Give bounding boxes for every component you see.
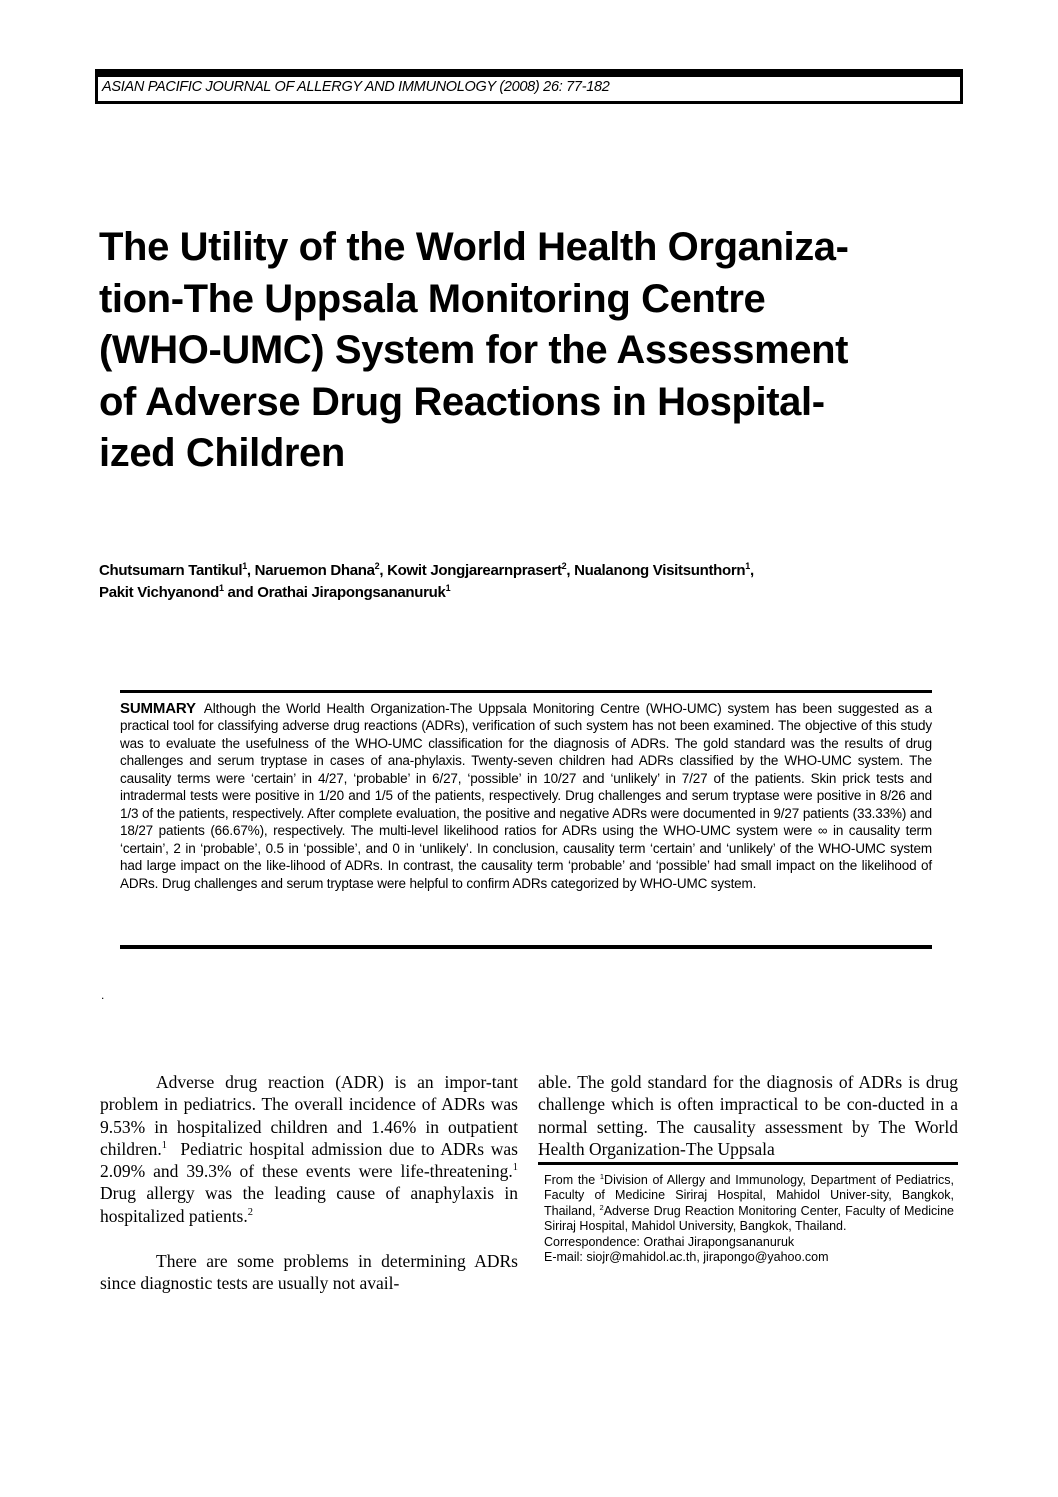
summary-bottom-rule xyxy=(120,945,932,949)
author-separator: , xyxy=(246,562,255,579)
title-line: ized Children xyxy=(99,431,345,475)
affiliation-2: Adverse Drug Reaction Monitoring Center, Faculty of Medicine Siriraj Hospital, Mahidol University, Bangkok, Thailand. xyxy=(544,1203,954,1234)
author-affiliation-mark: 1 xyxy=(218,583,224,593)
author-affiliation-mark: 1 xyxy=(745,561,751,571)
title-line: The Utility of the World Health Organiza- xyxy=(99,225,849,269)
affiliation-footnote xyxy=(544,1173,954,1265)
email-link[interactable]: E-mail: siojr@mahidol.ac.th, jirapongo@yahoo.com xyxy=(544,1250,829,1265)
title-line: tion-The Uppsala Monitoring Centre xyxy=(99,276,766,321)
body-paragraph: able. The gold standard for the diagnosis of ADRs is drug challenge which is often impractical to be con-ducted in a normal setting. The causality assessment by The World Health Organization-The Uppsala xyxy=(538,1072,958,1159)
summary-abstract xyxy=(120,700,932,892)
author-separator: and xyxy=(223,584,258,601)
author-name: Naruemon Dhana xyxy=(254,562,375,579)
body-paragraph: There are some problems in determining ADRs since diagnostic tests are usually not avail- xyxy=(100,1251,518,1294)
body-paragraph xyxy=(100,1071,527,1227)
summary-top-rule xyxy=(120,690,932,693)
reference-mark: 1 xyxy=(161,1140,167,1152)
journal-header-box xyxy=(95,69,963,104)
title-line: (WHO-UMC) System for the Assessment xyxy=(99,328,849,372)
stray-dot: . xyxy=(101,988,105,1002)
author-separator: , xyxy=(379,562,388,579)
body-column-left xyxy=(100,1071,527,1295)
author-name: Orathai Jirapongsananuruk xyxy=(257,584,446,601)
author-affiliation-mark: 1 xyxy=(242,561,247,571)
author-separator: , xyxy=(750,562,754,579)
affiliation-mark: 2 xyxy=(599,1202,604,1212)
body-text: Drug allergy was the leading cause of anaphylaxis in hospitalized patients. xyxy=(100,1161,527,1226)
reference-mark: 2 xyxy=(247,1206,253,1218)
reference-mark: 1 xyxy=(512,1162,518,1174)
affiliation-text xyxy=(544,1173,954,1235)
author-line xyxy=(99,560,959,582)
author-separator: , xyxy=(566,562,575,579)
body-text: Adverse drug reaction (ADR) is an impor-tant problem in pediatrics. The overall incidence of ADRs was 9.53% in hospitalized children and 1.46% in outpatient children. xyxy=(100,1072,518,1159)
article-title xyxy=(99,222,979,480)
summary-label: SUMMARY xyxy=(120,700,196,717)
summary-text: Although the World Health Organization-The Uppsala Monitoring Centre (WHO-UMC) system has been suggested as a practical tool for classifying adverse drug reactions (ADRs), verification of such system has not been examined. The objective of this study was to evaluate the usefulness of the WHO-UMC classification for the diagnosis of ADRs. The gold standard was the results of drug challenges and serum tryptase in cases of ana-phylaxis. Twenty-seven children had ADRs classified by the WHO-UMC system. The causality terms were ‘certain’ in 4/27, ‘probable’ in 6/27, ‘possible’ in 10/27 and ‘unlikely’ in 7/27 of the patients. Skin prick tests and intradermal tests were positive in 1/20 and 1/5 of the patients, respectively. Drug challenges and serum tryptase were positive in 8/26 and 1/3 of the patients, respectively. After complete evaluation, the positive and negative ADRs were documented in 9/27 patients (33.33%) and 18/27 patients (66.67%), respectively. The multi-level likelihood ratios for ADRs using the WHO-UMC system were ∞ in causality term ‘certain’, 2 in ‘probable’, 0.5 in ‘possible’, and 0 in ‘unlikely’. In conclusion, causality term ‘certain’ and ‘unlikely’ of the WHO-UMC system had large impact on the like-lihood of ADRs. In contrast, the causality term ‘probable’ and ‘possible’ had small impact on the likelihood of ADRs. Drug challenges and serum tryptase were helpful to confirm ADRs categorized by WHO-UMC system. xyxy=(120,701,932,891)
journal-citation: ASIAN PACIFIC JOURNAL OF ALLERGY AND IMMUNOLOGY (2008) 26: 77-182 xyxy=(102,79,610,95)
author-affiliation-mark: 2 xyxy=(561,561,567,571)
title-line: of Adverse Drug Reactions in Hospital- xyxy=(99,379,825,424)
affiliation-from: From the xyxy=(544,1173,600,1187)
author-name: Kowit Jongjarearnprasert xyxy=(387,562,562,579)
affiliation-mark: 1 xyxy=(599,1171,605,1181)
author-name: Nualanong Visitsunthorn xyxy=(574,562,746,579)
author-affiliation-mark: 2 xyxy=(374,561,380,571)
author-name: Pakit Vichyanond xyxy=(99,584,219,601)
affiliation-rule xyxy=(538,1162,958,1165)
author-line xyxy=(99,582,959,604)
author-list xyxy=(99,560,959,604)
correspondence: Correspondence: Orathai Jirapongsananuruk xyxy=(544,1234,795,1249)
body-text: Pediatric hospital admission due to ADRs was 2.09% and 39.3% of these events were life-threatening. xyxy=(100,1138,523,1182)
affiliation-1: Division of Allergy and Immunology, Department of Pediatrics, Faculty of Medicine Siriraj Hospital, Mahidol Univer-sity, Bangkok, Thailand, xyxy=(544,1173,954,1218)
author-affiliation-mark: 1 xyxy=(445,583,451,593)
author-name: Chutsumarn Tantikul xyxy=(99,562,243,579)
body-column-right xyxy=(538,1071,958,1160)
